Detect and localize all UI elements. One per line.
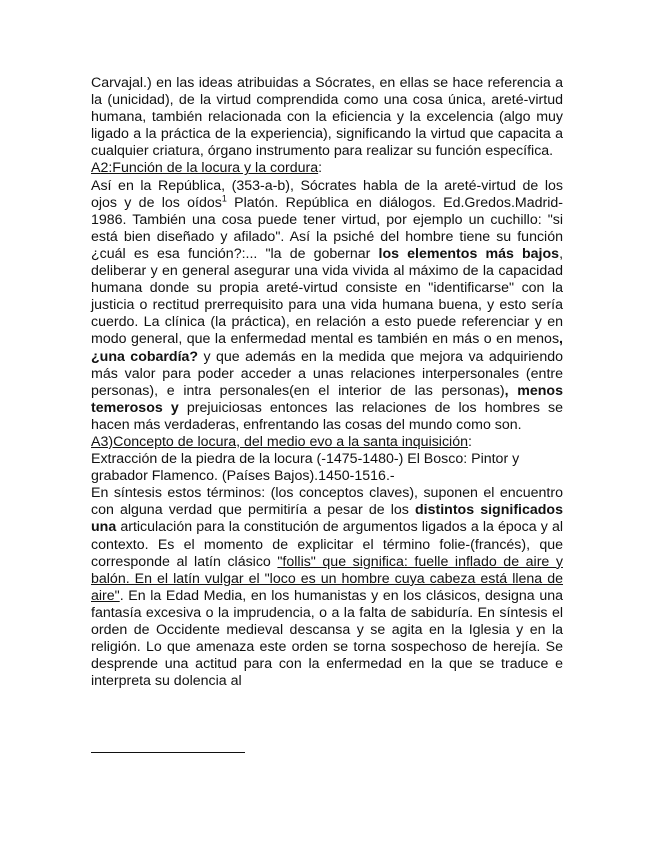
footnote-separator — [91, 752, 245, 753]
bold-phrase-significados: distintos significados una — [91, 502, 563, 536]
section-heading-a3-colon: : — [468, 433, 472, 450]
bold-phrase-elementos: los elementos más bajos — [378, 245, 560, 262]
document-body — [91, 75, 563, 690]
section-heading-a3 — [91, 434, 563, 451]
section-heading-a2 — [91, 160, 563, 177]
paragraph-synthesis-part-3: . En la Edad Media, en los humanistas y en los clásicos, designa una fantasía excesiva o la imprudencia, o a la falta de sabiduría. En síntesis el orden de Occidente medieval descansa y se agita en la Iglesia y en la religión. Lo que amenaza este orden se torna sospechoso de herejía. Se desprende una actitud para con la enfermedad en la que se traduce e interpreta su dolencia al — [91, 587, 563, 690]
paragraph-synthesis — [91, 485, 563, 690]
section-heading-a3-text: A3)Concepto de locura, del medio evo a la santa inquisición — [91, 433, 468, 450]
paragraph-republic — [91, 178, 563, 434]
paragraph-socrates-virtue: Carvajal.) en las ideas atribuidas a Sócrates, en ellas se hace referencia a la (unicidad), de la virtud comprendida como una cosa única, areté-virtud humana, también relacionada con la eficiencia y la excelencia (algo muy ligado a la práctica de la experiencia), significando la virtud que capacita a cualquier criatura, órgano instrumento para realizar su función específica. — [91, 75, 563, 160]
underlined-phrase-follis: "follis" que significa: fuelle inflado de aire y balón. En el latín vulgar el "loco es un hombre cuya cabeza está llena de aire" — [91, 553, 563, 604]
paragraph-republic-part-1: Así en la República, (353-a-b), Sócrates habla de la areté-virtud de los ojos y de los oídos — [91, 177, 563, 211]
paragraph-republic-part-5: prejuiciosas entonces las relaciones de los hombres se hacen más verdaderas, enfrentando las cosas del mundo como son. — [91, 399, 564, 433]
bold-phrase-temerosos: , menos temerosos y — [91, 382, 563, 416]
section-heading-a2-colon: : — [318, 160, 323, 177]
paragraph-synthesis-part-2: articulación para la constitución de argumentos ligados a la época y al contexto. Es el momento de explicitar el término folie-(francés), que corresponde al latín clásico — [91, 519, 563, 570]
paragraph-republic-part-3: , deliberar y en general asegurar una vida vivida al máximo de la capacidad humana donde su propia areté-virtud consiste en "identificarse" con la justicia o rectitud prerrequisito para una vida humana buena, y esto sería cuerdo. La clínica (la práctica), en relación a esto puede referenciar y en modo general, que la enfermedad mental es también en más o en menos — [91, 245, 564, 348]
paragraph-synthesis-part-1: En síntesis estos términos: (los conceptos claves), suponen el encuentro con alguna verdad que permitiría a pesar de los — [91, 485, 563, 519]
bold-phrase-cobardia: , ¿una cobardía? — [91, 331, 563, 365]
paragraph-republic-part-4: y que además en la medida que mejora va adquiriendo más valor para poder acceder a unas relaciones interpersonales (entre personas), e intra personales(en el interior de las personas) — [91, 348, 563, 399]
paragraph-el-bosco: Extracción de la piedra de la locura (-1475-1480-) El Bosco: Pintor y grabador Flamenco. (Países Bajos).1450-1516.- — [91, 451, 520, 485]
footnote-marker: 1 — [221, 192, 227, 203]
section-heading-a2-text: A2:Función de la locura y la cordura — [91, 160, 319, 177]
paragraph-republic-part-2: Platón. República en diálogos. Ed.Gredos.Madrid-1986. También una cosa puede tener virtud, por ejemplo un cuchillo: "si está bien diseñado y afilado". Así la psiché del hombre tiene su función ¿cuál es esa función?:... "la de gobernar — [91, 194, 563, 262]
